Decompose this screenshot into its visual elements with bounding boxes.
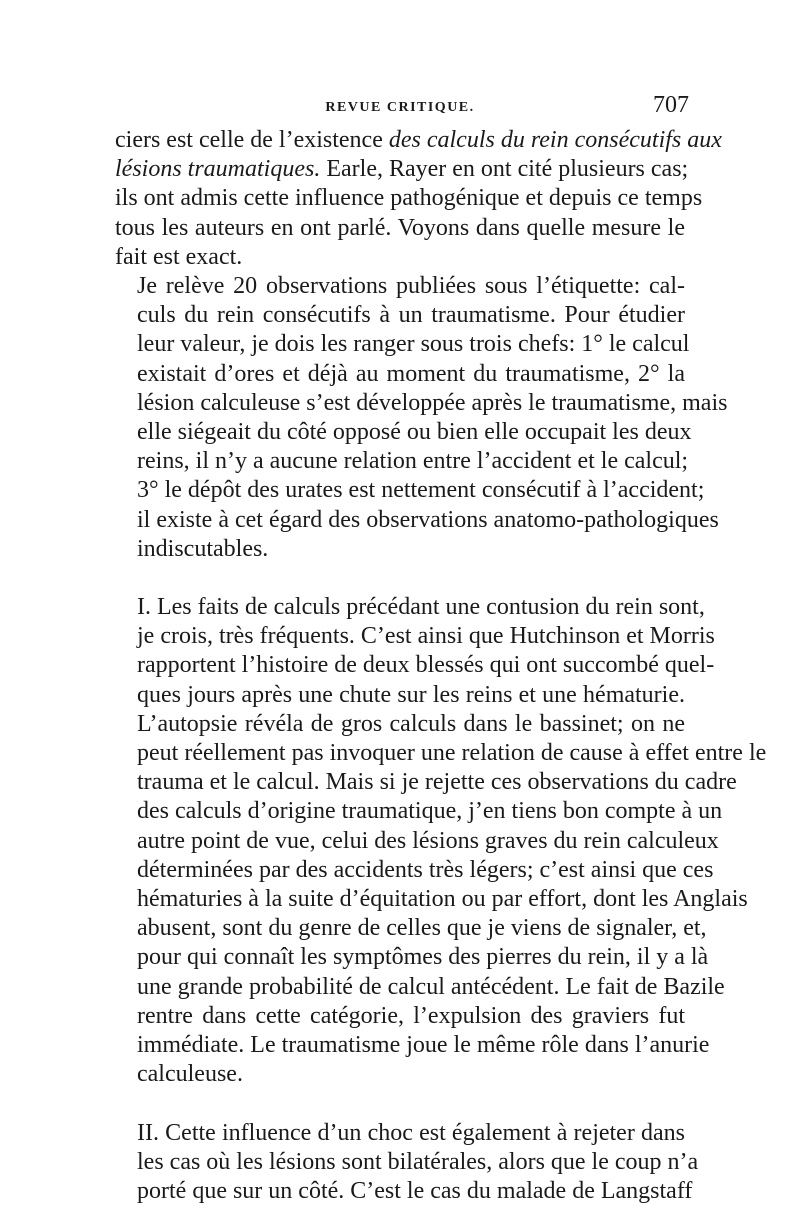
text-line: trauma et le calcul. Mais si je rejette ces observations du cadre: [137, 769, 737, 796]
text-line: 3° le dépôt des urates est nettement consécutif à l’accident;: [137, 477, 705, 504]
text-line: porté que sur un côté. C’est le cas du malade de Langstaff: [137, 1177, 693, 1204]
text-line: leur valeur, je dois les ranger sous trois chefs: 1° le calcul: [137, 331, 690, 358]
text-line: rentre dans cette catégorie, l’expulsion des graviers fut: [137, 1002, 685, 1029]
text-line: reins, il n’y a aucune relation entre l’accident et le calcul;: [137, 448, 689, 475]
text-line: tous les auteurs en ont parlé. Voyons dans quelle mesure le: [115, 214, 685, 241]
text-line: Je relève 20 observations publiées sous l’étiquette: cal-: [137, 273, 685, 300]
text-line: lésions traumatiques. Earle, Rayer en ont cité plusieurs cas;: [115, 156, 689, 183]
text-line: L’autopsie révéla de gros calculs dans le bassinet; on ne: [137, 710, 685, 737]
text-line: des calculs d’origine traumatique, j’en tiens bon compte à un: [137, 798, 723, 825]
text-line: peut réellement pas invoquer une relation de cause à effet entre le: [137, 740, 767, 767]
text-line: hématuries à la suite d’équitation ou par effort, dont les Anglais: [137, 886, 748, 913]
text-line: je crois, très fréquents. C’est ainsi que Hutchinson et Morris: [137, 623, 715, 650]
italic-phrase: lésions traumatiques.: [115, 156, 321, 183]
text-line: abusent, sont du genre de celles que je viens de signaler, et,: [137, 915, 707, 942]
text-line: autre point de vue, celui des lésions graves du rein calculeux: [137, 827, 719, 854]
paragraph-2: [115, 272, 728, 564]
document-page: [115, 92, 767, 1206]
paragraph-3: [115, 593, 767, 1089]
text-line: existait d’ores et déjà au moment du traumatisme, 2° la: [137, 360, 685, 387]
text-line: indiscutables.: [137, 535, 269, 562]
page-number: 707: [653, 92, 689, 118]
text-line: une grande probabilité de calcul antécédent. Le fait de Bazile: [137, 973, 725, 1000]
paragraph-1: [115, 126, 722, 272]
text-line: culs du rein consécutifs à un traumatisme. Pour étudier: [137, 302, 685, 329]
text-line: immédiate. Le traumatisme joue le même rôle dans l’anurie: [137, 1032, 710, 1059]
text-line: I. Les faits de calculs précédant une contusion du rein sont,: [137, 594, 705, 621]
text-line: lésion calculeuse s’est développée après le traumatisme, mais: [137, 389, 728, 416]
text-line: ques jours après une chute sur les reins et une hématurie.: [137, 681, 685, 708]
text-line: pour qui connaît les symptômes des pierres du rein, il y a là: [137, 944, 709, 971]
page-header: [115, 92, 689, 126]
text-line: rapportent l’histoire de deux blessés qui ont succombé quel-: [137, 652, 715, 679]
text-line: les cas où les lésions sont bilatérales, alors que le coup n’a: [137, 1148, 699, 1175]
text-line: il existe à cet égard des observations anatomo-pathologiques: [137, 506, 719, 533]
italic-phrase: des calculs du rein consécutifs aux: [388, 127, 722, 153]
body-text: [115, 126, 767, 1206]
text-line: ciers est celle de l’existence des calculs du rein consécutifs aux: [115, 127, 722, 153]
text-line: fait est exact.: [115, 243, 243, 270]
text-line: elle siégeait du côté opposé ou bien elle occupait les deux: [137, 419, 692, 446]
text-line: calculeuse.: [137, 1061, 243, 1088]
paragraph-4: [115, 1119, 699, 1207]
running-head: REVUE CRITIQUE.: [325, 100, 475, 115]
text-line: II. Cette influence d’un choc est également à rejeter dans: [137, 1119, 685, 1146]
text-line: déterminées par des accidents très légers; c’est ainsi que ces: [137, 856, 714, 883]
text-line: ils ont admis cette influence pathogénique et depuis ce temps: [115, 185, 703, 212]
